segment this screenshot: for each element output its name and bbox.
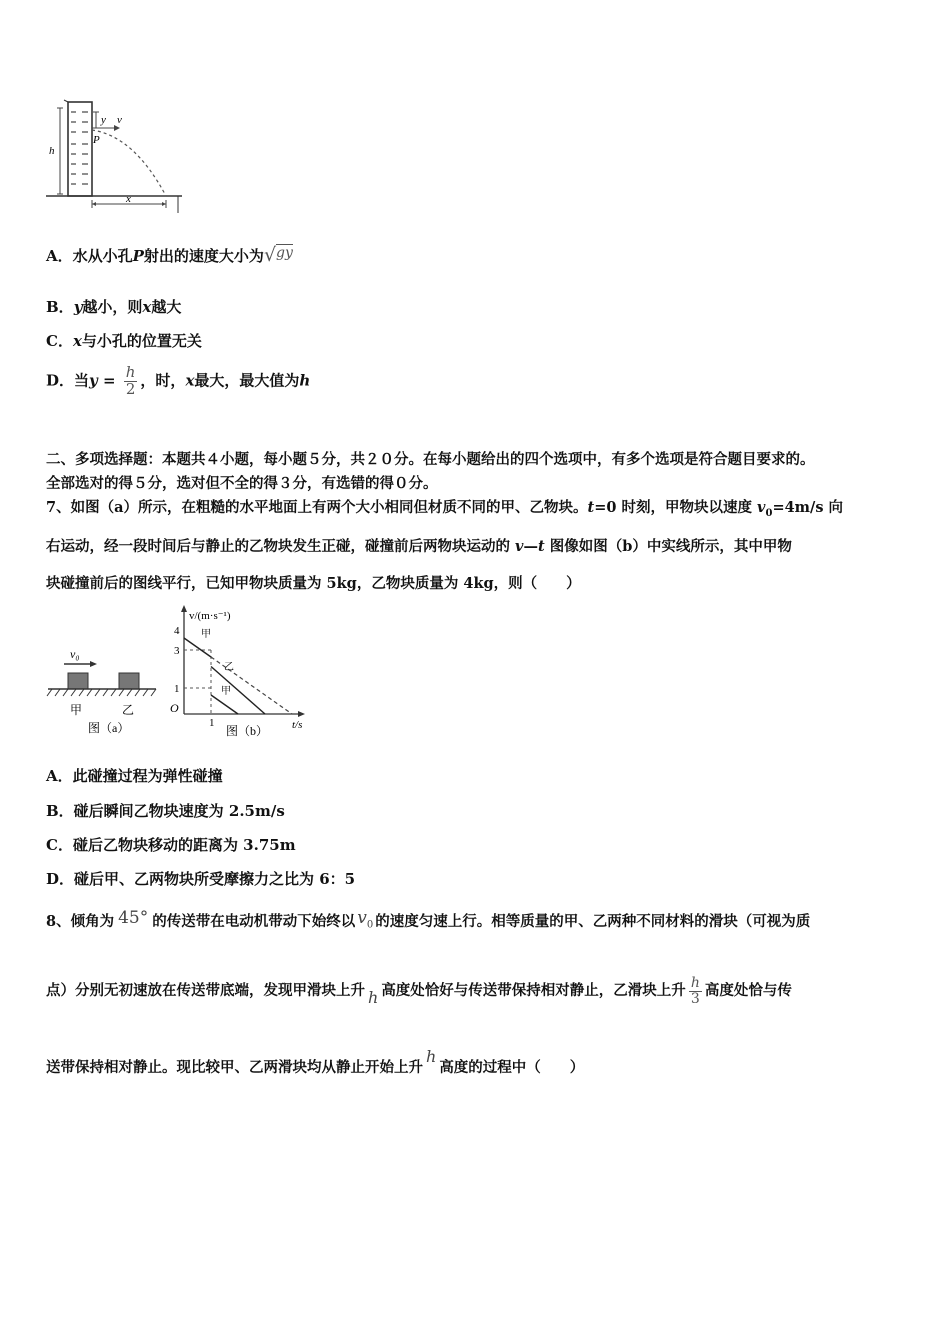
q6-label-p: P bbox=[93, 134, 100, 146]
q7-option-d: D．碰后甲、乙两物块所受摩擦力之比为 6：5 bbox=[46, 870, 356, 888]
q6-tank-figure bbox=[44, 96, 190, 214]
q7-line3: 块碰撞前后的图线平行，已知甲物块质量为 5kg，乙物块质量为 4kg，则（ ） bbox=[46, 575, 581, 592]
q6-label-h: h bbox=[49, 145, 55, 157]
q8-line1: 8、倾角为 45° 的传送带在电动机带动下始终以 $v_0$ 的速度匀速上行。相等质量的甲、乙两种不同材料的滑块（可视为质 bbox=[46, 908, 811, 931]
fig-a-v0-label: v₀ bbox=[70, 647, 80, 661]
fraction-h-over-2: $\frac{h}{2}$ bbox=[125, 363, 136, 398]
fig-a-label-jia: 甲 bbox=[70, 703, 83, 717]
vt-x-arrow bbox=[298, 711, 305, 717]
vt-ytick-1: 1 bbox=[174, 683, 180, 695]
q6-option-b: B．y越小，则x越大 bbox=[46, 298, 182, 316]
series-jia-after bbox=[211, 695, 238, 714]
vt-ytick-3: 3 bbox=[174, 645, 180, 657]
vt-label-yi: 乙 bbox=[224, 662, 234, 673]
fig-a-caption: 图（a） bbox=[88, 721, 130, 735]
q6-option-d: D．当y = $\frac{h}{2}$ ，时，x最大，最大值为h bbox=[46, 363, 311, 398]
vt-label-jia-top: 甲 bbox=[201, 629, 211, 640]
q8-line2: 点）分别无初速放在传送带底端，发现甲滑块上升 h 高度处恰好与传送带保持相对静止，乙滑块上升 $\frac{h}{3}$ 高度处恰与传 bbox=[46, 975, 792, 1008]
vt-ylabel: v/(m·s⁻¹) bbox=[189, 610, 231, 622]
q7-figure-a bbox=[44, 640, 162, 740]
q6-option-c: C．x与小孔的位置无关 bbox=[46, 332, 202, 350]
vt-caption: 图（b） bbox=[226, 724, 269, 738]
vt-origin: O bbox=[170, 701, 179, 715]
q7-option-c: C．碰后乙物块移动的距离为 3.75m bbox=[46, 836, 296, 854]
section2-line1: 二、多项选择题：本题共４小题，每小题５分，共２０分。在每小题给出的四个选项中，有多个选项是符合题目要求的。 bbox=[46, 451, 815, 468]
block-jia bbox=[68, 673, 88, 689]
series-jia-before bbox=[184, 638, 211, 657]
section2-line2: 全部选对的得５分，选对但不全的得３分，有选错的得０分。 bbox=[46, 475, 438, 492]
q7-line1: 7、如图（a）所示，在粗糙的水平地面上有两个大小相同但材质不同的甲、乙物块。t=0 时刻，甲物块以速度 $v_0=4m/s$ 向 bbox=[46, 499, 844, 519]
q7-line2: 右运动，经一段时间后与静止的乙物块发生正碰，碰撞前后两物块运动的 v—t 图像如图（b）中实线所示，其中甲物 bbox=[46, 538, 792, 555]
q7-vt-chart bbox=[164, 604, 314, 744]
sqrt-gy: √gy bbox=[263, 244, 293, 266]
q7-option-a: A．此碰撞过程为弹性碰撞 bbox=[46, 767, 223, 785]
q8-line3: 送带保持相对静止。现比较甲、乙两滑块均从静止开始上升h高度的过程中（ ） bbox=[46, 1047, 585, 1076]
q6-label-v: v bbox=[117, 114, 122, 126]
q6-label-y: y bbox=[101, 114, 106, 126]
block-yi bbox=[119, 673, 139, 689]
fraction-h-over-3: $\frac{h}{3}$ bbox=[690, 975, 700, 1007]
q6-option-a: A．水从小孔P射出的速度大小为√gy bbox=[46, 244, 293, 266]
vt-y-arrow bbox=[181, 605, 187, 612]
vt-label-jia-bottom: 甲 bbox=[221, 686, 231, 697]
q7-option-b: B．碰后瞬间乙物块速度为 2.5m/s bbox=[46, 802, 285, 820]
vt-xtick-1: 1 bbox=[209, 717, 215, 729]
series-yi-after bbox=[211, 667, 265, 715]
vt-ytick-4: 4 bbox=[174, 625, 180, 637]
vt-xlabel: t/s bbox=[292, 719, 303, 731]
fig-a-label-yi: 乙 bbox=[122, 703, 135, 717]
q6-label-x: x bbox=[126, 193, 131, 205]
